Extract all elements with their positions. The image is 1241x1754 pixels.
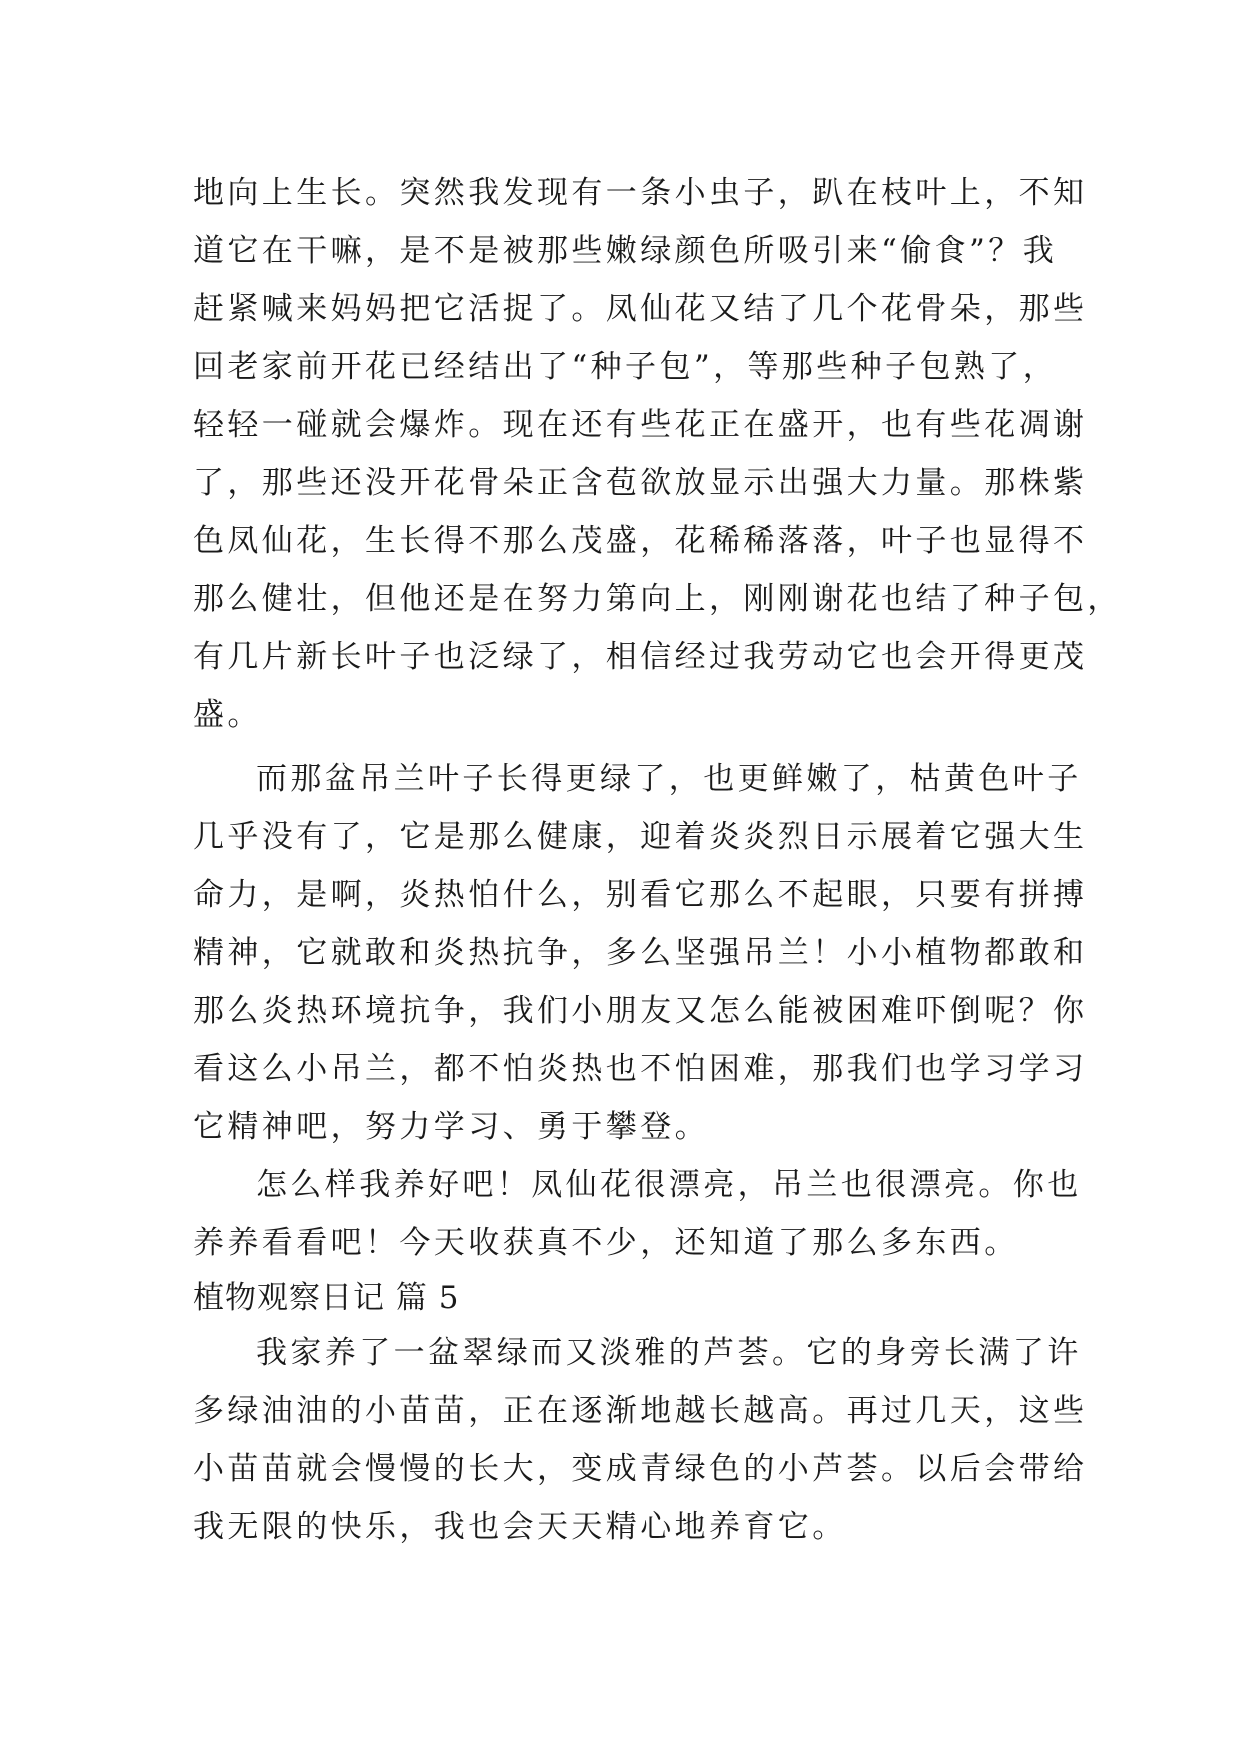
- paragraph-line: 怎么样我养好吧！凤仙花很漂亮，吊兰也很漂亮。你也: [256, 1167, 1082, 1203]
- paragraph-2: [193, 750, 1088, 1156]
- paragraph-line: 那么健壮，但他还是在努力第向上，刚刚谢花也结了种子包，: [193, 581, 1122, 617]
- paragraph-line: 养养看看吧！今天收获真不少，还知道了那么多东西。: [193, 1225, 1019, 1261]
- paragraph-line: 我无限的快乐，我也会天天精心地养育它。: [193, 1509, 847, 1545]
- paragraph-3: [193, 1156, 1082, 1272]
- paragraph-1: [193, 164, 1122, 744]
- paragraph-line: 赶紧喊来妈妈把它活捉了。凤仙花又结了几个花骨朵，那些: [193, 291, 1088, 327]
- paragraph-line: 那么炎热环境抗争，我们小朋友又怎么能被困难吓倒呢？你: [193, 993, 1088, 1029]
- document-page: [193, 164, 1122, 1556]
- paragraph-line: 轻轻一碰就会爆炸。现在还有些花正在盛开，也有些花凋谢: [193, 407, 1088, 443]
- paragraph-line: 我家养了一盆翠绿而又淡雅的芦荟。它的身旁长满了许: [256, 1335, 1082, 1371]
- paragraph-line: 精神，它就敢和炎热抗争，多么坚强吊兰！小小植物都敢和: [193, 935, 1088, 971]
- paragraph-line: 它精神吧，努力学习、勇于攀登。: [193, 1109, 709, 1145]
- paragraph-line: 了，那些还没开花骨朵正含苞欲放显示出强大力量。那株紫: [193, 465, 1088, 501]
- paragraph-line: 有几片新长叶子也泛绿了，相信经过我劳动它也会开得更茂: [193, 639, 1088, 675]
- paragraph-line: 几乎没有了，它是那么健康，迎着炎炎烈日示展着它强大生: [193, 819, 1088, 855]
- paragraph-line: 命力，是啊，炎热怕什么，别看它那么不起眼，只要有拼搏: [193, 877, 1088, 913]
- paragraph-line: 盛。: [193, 697, 262, 733]
- paragraph-line: 而那盆吊兰叶子长得更绿了，也更鲜嫩了，枯黄色叶子: [256, 761, 1082, 797]
- paragraph-line: 地向上生长。突然我发现有一条小虫子，趴在枝叶上，不知: [193, 175, 1088, 211]
- paragraph-line: 多绿油油的小苗苗，正在逐渐地越长越高。再过几天，这些: [193, 1393, 1088, 1429]
- paragraph-line: 小苗苗就会慢慢的长大，变成青绿色的小芦荟。以后会带给: [193, 1451, 1088, 1487]
- section-heading: 植物观察日记 篇 5: [193, 1280, 460, 1316]
- paragraph-line: 回老家前开花已经结出了“种子包”，等那些种子包熟了，: [193, 349, 1058, 385]
- paragraph-line: 看这么小吊兰，都不怕炎热也不怕困难，那我们也学习学习: [193, 1051, 1088, 1087]
- paragraph-line: 道它在干嘛，是不是被那些嫩绿颜色所吸引来“偷食”？我: [193, 233, 1058, 269]
- paragraph-line: 色凤仙花，生长得不那么茂盛，花稀稀落落，叶子也显得不: [193, 523, 1088, 559]
- paragraph-4: [193, 1324, 1088, 1556]
